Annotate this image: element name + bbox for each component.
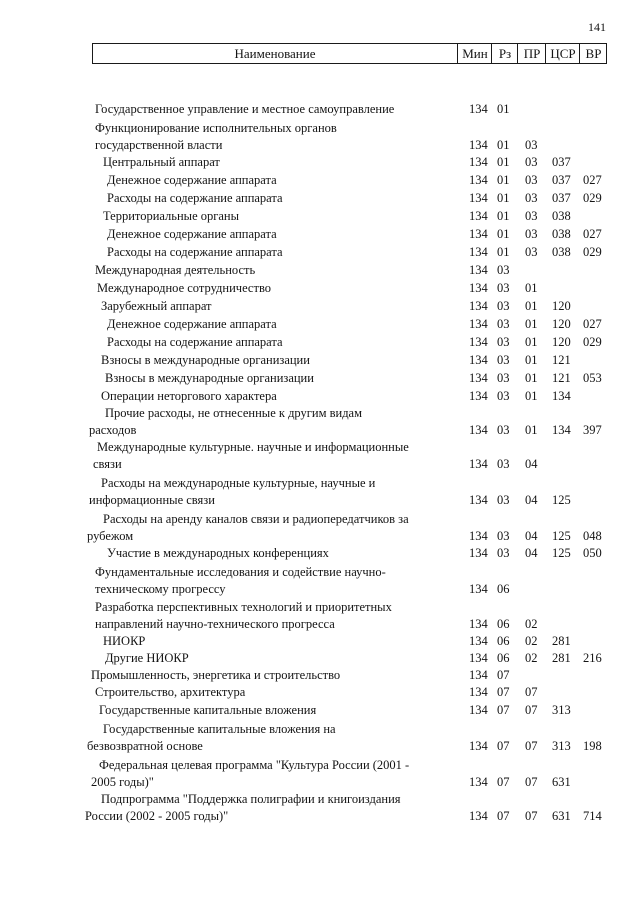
- row-code-rz: 01: [497, 245, 510, 259]
- row-code-vr: 027: [583, 173, 602, 187]
- row-code-rz: 03: [497, 529, 510, 543]
- row-code-rz: 03: [497, 317, 510, 331]
- row-code-rz: 07: [497, 703, 510, 717]
- row-code-csr: 121: [552, 353, 571, 367]
- row-name-line: информационные связи: [89, 493, 215, 507]
- row-code-pr: 07: [525, 775, 538, 789]
- row-name-line: Государственное управление и местное самоуправление: [95, 102, 395, 116]
- row-code-csr: 038: [552, 245, 571, 259]
- row-code-rz: 06: [497, 582, 510, 596]
- table-row: [0, 564, 640, 598]
- row-codes: [0, 154, 640, 171]
- row-code-min: 134: [469, 546, 488, 560]
- row-name-line: Участие в международных конференциях: [107, 546, 329, 560]
- row-code-rz: 07: [497, 809, 510, 823]
- row-code-min: 134: [469, 335, 488, 349]
- table-row: [0, 244, 640, 261]
- row-code-pr: 01: [525, 281, 538, 295]
- row-code-min: 134: [469, 281, 488, 295]
- header-vr: ВР: [579, 44, 607, 63]
- row-code-pr: 04: [525, 546, 538, 560]
- row-code-min: 134: [469, 317, 488, 331]
- row-code-rz: 03: [497, 389, 510, 403]
- table-row: [0, 334, 640, 351]
- row-code-pr: 02: [525, 651, 538, 665]
- row-codes: [0, 298, 640, 315]
- row-code-rz: 06: [497, 651, 510, 665]
- table-row: [0, 667, 640, 684]
- row-code-min: 134: [469, 685, 488, 699]
- row-code-vr: 027: [583, 227, 602, 241]
- row-code-csr: 121: [552, 371, 571, 385]
- table-row: [0, 684, 640, 701]
- row-name-line: Разработка перспективных технологий и приоритетных: [95, 600, 392, 614]
- row-code-pr: 01: [525, 389, 538, 403]
- row-name-line: Операции неторгового характера: [101, 389, 277, 403]
- row-name-line: Расходы на содержание аппарата: [107, 191, 283, 205]
- row-code-pr: 01: [525, 353, 538, 367]
- row-code-rz: 03: [497, 281, 510, 295]
- row-codes: [0, 702, 640, 719]
- row-code-rz: 03: [497, 546, 510, 560]
- row-code-csr: 313: [552, 703, 571, 717]
- row-code-csr: 134: [552, 423, 571, 437]
- row-code-pr: 04: [525, 529, 538, 543]
- row-code-rz: 03: [497, 299, 510, 313]
- row-code-pr: 01: [525, 423, 538, 437]
- row-code-csr: 120: [552, 299, 571, 313]
- row-name-line: Расходы на международные культурные, научные и: [101, 476, 376, 490]
- row-code-rz: 03: [497, 457, 510, 471]
- row-codes: [0, 262, 640, 279]
- row-code-min: 134: [469, 155, 488, 169]
- row-name-line: Государственные капитальные вложения на: [103, 722, 336, 736]
- row-code-pr: 02: [525, 617, 538, 631]
- row-codes: [0, 774, 640, 791]
- row-codes: [0, 492, 640, 509]
- row-codes: [0, 667, 640, 684]
- row-code-csr: 037: [552, 173, 571, 187]
- row-code-min: 134: [469, 775, 488, 789]
- row-codes: [0, 650, 640, 667]
- row-code-rz: 07: [497, 668, 510, 682]
- row-code-csr: 037: [552, 155, 571, 169]
- row-code-min: 134: [469, 529, 488, 543]
- table-row: [0, 352, 640, 369]
- row-code-vr: 029: [583, 245, 602, 259]
- table-row: [0, 650, 640, 667]
- row-code-min: 134: [469, 651, 488, 665]
- row-codes: [0, 388, 640, 405]
- row-code-csr: 120: [552, 317, 571, 331]
- row-name-line: Расходы на аренду каналов связи и радиопередатчиков за: [103, 512, 409, 526]
- row-code-rz: 03: [497, 353, 510, 367]
- table-row: [0, 172, 640, 189]
- row-code-pr: 03: [525, 209, 538, 223]
- row-name-line: России (2002 - 2005 годы)": [85, 809, 229, 823]
- row-code-min: 134: [469, 457, 488, 471]
- row-code-vr: 029: [583, 335, 602, 349]
- row-code-min: 134: [469, 703, 488, 717]
- row-code-pr: 03: [525, 245, 538, 259]
- row-code-rz: 06: [497, 634, 510, 648]
- row-code-pr: 01: [525, 335, 538, 349]
- row-name-line: Промышленность, энергетика и строительство: [91, 668, 341, 682]
- row-code-rz: 03: [497, 371, 510, 385]
- row-code-pr: 07: [525, 809, 538, 823]
- row-code-csr: 038: [552, 227, 571, 241]
- row-code-min: 134: [469, 138, 488, 152]
- row-code-min: 134: [469, 263, 488, 277]
- table-row: [0, 154, 640, 171]
- table-row: [0, 208, 640, 225]
- row-code-csr: 125: [552, 493, 571, 507]
- row-code-rz: 01: [497, 155, 510, 169]
- table-row: [0, 721, 640, 755]
- row-code-pr: 01: [525, 317, 538, 331]
- table-row: [0, 316, 640, 333]
- row-name-line: Международное сотрудничество: [97, 281, 272, 295]
- row-code-pr: 02: [525, 634, 538, 648]
- row-codes: [0, 370, 640, 387]
- table-row: [0, 280, 640, 297]
- header-csr: ЦСР: [545, 44, 580, 63]
- header-pr: ПР: [517, 44, 546, 63]
- row-code-vr: 027: [583, 317, 602, 331]
- row-code-min: 134: [469, 371, 488, 385]
- row-name-line: связи: [93, 457, 122, 471]
- row-code-min: 134: [469, 191, 488, 205]
- row-name-line: Прочие расходы, не отнесенные к другим видам: [105, 406, 363, 420]
- row-codes: [0, 208, 640, 225]
- row-codes: [0, 581, 640, 598]
- row-code-rz: 03: [497, 335, 510, 349]
- row-code-pr: 03: [525, 227, 538, 241]
- table-body: [0, 101, 640, 825]
- row-name-line: безвозвратной основе: [87, 739, 203, 753]
- row-codes: [0, 633, 640, 650]
- row-code-min: 134: [469, 617, 488, 631]
- row-code-csr: 631: [552, 775, 571, 789]
- table-row: [0, 388, 640, 405]
- row-codes: [0, 190, 640, 207]
- row-codes: [0, 226, 640, 243]
- row-code-csr: 134: [552, 389, 571, 403]
- row-name-line: рубежом: [87, 529, 134, 543]
- table-row: [0, 262, 640, 279]
- row-code-pr: 07: [525, 739, 538, 753]
- table-row: [0, 633, 640, 650]
- row-name-line: Центральный аппарат: [103, 155, 220, 169]
- row-name-line: Территориальные органы: [103, 209, 240, 223]
- table-row: [0, 190, 640, 207]
- row-name-line: техническому прогрессу: [95, 582, 226, 596]
- row-name-line: Государственные капитальные вложения: [99, 703, 317, 717]
- row-code-csr: 120: [552, 335, 571, 349]
- page-number: 141: [588, 20, 606, 34]
- table-row: [0, 475, 640, 509]
- row-name-line: Подпрограмма "Поддержка полиграфии и книгоиздания: [101, 792, 401, 806]
- row-name-line: НИОКР: [103, 634, 146, 648]
- row-code-min: 134: [469, 209, 488, 223]
- row-name-line: Денежное содержание аппарата: [107, 173, 277, 187]
- row-code-min: 134: [469, 353, 488, 367]
- row-code-csr: 038: [552, 209, 571, 223]
- row-code-pr: 03: [525, 138, 538, 152]
- row-code-csr: 631: [552, 809, 571, 823]
- row-code-rz: 03: [497, 263, 510, 277]
- row-code-rz: 01: [497, 191, 510, 205]
- row-name-line: расходов: [89, 423, 137, 437]
- row-name-line: Функционирование исполнительных органов: [95, 121, 337, 135]
- row-codes: [0, 684, 640, 701]
- row-code-csr: 281: [552, 634, 571, 648]
- row-name-line: направлений научно-технического прогресса: [95, 617, 335, 631]
- table-row: [0, 405, 640, 439]
- table-row: [0, 439, 640, 473]
- row-name-line: Федеральная целевая программа "Культура России (2001 -: [99, 758, 410, 772]
- row-code-min: 134: [469, 809, 488, 823]
- row-name-line: Другие НИОКР: [105, 651, 189, 665]
- row-code-min: 134: [469, 245, 488, 259]
- row-code-csr: 125: [552, 546, 571, 560]
- table-row: [0, 702, 640, 719]
- row-code-min: 134: [469, 423, 488, 437]
- row-code-pr: 04: [525, 457, 538, 471]
- table-row: [0, 545, 640, 562]
- table-row: [0, 370, 640, 387]
- header-min: Мин: [457, 44, 492, 63]
- row-name-line: Фундаментальные исследования и содействие научно-: [95, 565, 386, 579]
- row-codes: [0, 334, 640, 351]
- row-code-min: 134: [469, 389, 488, 403]
- row-code-pr: 04: [525, 493, 538, 507]
- row-code-csr: 313: [552, 739, 571, 753]
- table-row: [0, 226, 640, 243]
- row-codes: [0, 808, 640, 825]
- row-name-line: Денежное содержание аппарата: [107, 317, 277, 331]
- row-codes: [0, 280, 640, 297]
- row-codes: [0, 738, 640, 755]
- table-row: [0, 599, 640, 633]
- row-code-vr: 714: [583, 809, 602, 823]
- row-code-vr: 029: [583, 191, 602, 205]
- row-codes: [0, 316, 640, 333]
- row-code-min: 134: [469, 739, 488, 753]
- row-codes: [0, 101, 640, 118]
- row-code-min: 134: [469, 582, 488, 596]
- row-code-vr: 397: [583, 423, 602, 437]
- row-code-csr: 125: [552, 529, 571, 543]
- row-code-rz: 01: [497, 227, 510, 241]
- row-code-pr: 07: [525, 703, 538, 717]
- row-code-rz: 03: [497, 423, 510, 437]
- row-code-pr: 01: [525, 371, 538, 385]
- row-code-vr: 053: [583, 371, 602, 385]
- row-name-line: государственной власти: [95, 138, 223, 152]
- row-name-line: Денежное содержание аппарата: [107, 227, 277, 241]
- row-code-min: 134: [469, 173, 488, 187]
- row-codes: [0, 172, 640, 189]
- table-row: [0, 791, 640, 825]
- table-row: [0, 120, 640, 154]
- row-code-pr: 07: [525, 685, 538, 699]
- table-row: [0, 298, 640, 315]
- row-code-vr: 216: [583, 651, 602, 665]
- row-name-line: Взносы в международные организации: [101, 353, 310, 367]
- row-code-rz: 07: [497, 685, 510, 699]
- row-codes: [0, 352, 640, 369]
- row-code-min: 134: [469, 227, 488, 241]
- row-codes: [0, 528, 640, 545]
- row-name-line: Международная деятельность: [95, 263, 256, 277]
- row-code-min: 134: [469, 493, 488, 507]
- row-code-min: 134: [469, 102, 488, 116]
- row-codes: [0, 545, 640, 562]
- row-name-line: Расходы на содержание аппарата: [107, 335, 283, 349]
- row-code-vr: 198: [583, 739, 602, 753]
- row-code-csr: 037: [552, 191, 571, 205]
- row-code-rz: 06: [497, 617, 510, 631]
- row-code-pr: 03: [525, 155, 538, 169]
- table-row: [0, 511, 640, 545]
- row-code-csr: 281: [552, 651, 571, 665]
- row-code-min: 134: [469, 634, 488, 648]
- table-header: [92, 43, 607, 64]
- row-name-line: 2005 годы)": [91, 775, 154, 789]
- row-code-pr: 01: [525, 299, 538, 313]
- row-codes: [0, 137, 640, 154]
- row-codes: [0, 244, 640, 261]
- row-code-min: 134: [469, 668, 488, 682]
- row-code-rz: 03: [497, 493, 510, 507]
- row-code-rz: 01: [497, 138, 510, 152]
- row-code-rz: 07: [497, 739, 510, 753]
- table-row: [0, 757, 640, 791]
- row-name-line: Взносы в международные организации: [105, 371, 314, 385]
- row-code-pr: 03: [525, 173, 538, 187]
- row-code-vr: 050: [583, 546, 602, 560]
- row-name-line: Расходы на содержание аппарата: [107, 245, 283, 259]
- row-name-line: Зарубежный аппарат: [101, 299, 212, 313]
- row-name-line: Международные культурные. научные и информационные: [97, 440, 409, 454]
- row-codes: [0, 616, 640, 633]
- row-code-rz: 07: [497, 775, 510, 789]
- row-code-rz: 01: [497, 102, 510, 116]
- row-code-pr: 03: [525, 191, 538, 205]
- table-row: [0, 101, 640, 118]
- row-code-min: 134: [469, 299, 488, 313]
- header-rz: Рз: [491, 44, 518, 63]
- row-codes: [0, 456, 640, 473]
- row-code-rz: 01: [497, 173, 510, 187]
- row-name-line: Строительство, архитектура: [95, 685, 246, 699]
- row-codes: [0, 422, 640, 439]
- row-code-vr: 048: [583, 529, 602, 543]
- row-code-rz: 01: [497, 209, 510, 223]
- header-name: Наименование: [234, 46, 316, 61]
